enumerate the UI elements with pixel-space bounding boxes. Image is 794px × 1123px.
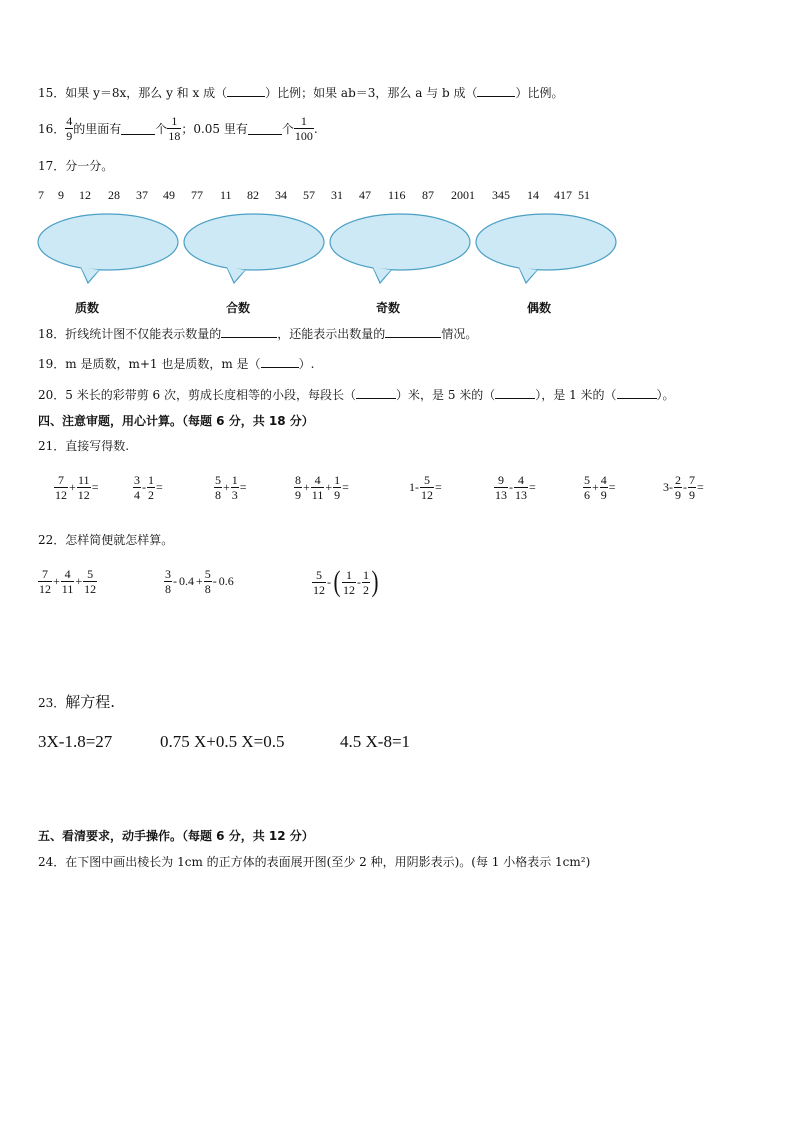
answer-blank[interactable] — [261, 355, 299, 368]
number-item: 116 — [388, 188, 406, 202]
number-item: 82 — [247, 188, 259, 202]
calc-expression: $\frac{3}{4}$ - $\frac{1}{2}$ = — [134, 473, 163, 502]
bubble-odd[interactable] — [330, 214, 470, 283]
label-prime: 质数 — [75, 301, 100, 315]
simplify-expression: $\frac{3}{8}$ - 0.4 + $\frac{5}{8}$ - 0.6 — [165, 567, 234, 596]
fraction: $\frac{1}{100}$ — [294, 114, 313, 143]
calc-expression: $\frac{5}{8}$ + $\frac{1}{3}$ = — [215, 473, 247, 502]
bubble-prime[interactable] — [38, 214, 178, 283]
question-15: 15．如果 y＝8x，那么 y 和 x 成（ ）比例；如果 ab＝3，那么 a 与 b 成（ ）比例。 — [38, 86, 564, 100]
answer-blank[interactable] — [617, 386, 657, 399]
question-23: 23．解方程. — [38, 693, 116, 711]
number-item: 87 — [422, 188, 434, 202]
calc-expression: $\frac{8}{9}$ + $\frac{4}{11}$ + $\frac{1}{9}$ = — [295, 473, 349, 502]
question-17: 17．分一分。 — [38, 159, 114, 173]
number-item: 51 — [578, 188, 590, 202]
label-composite: 合数 — [226, 301, 251, 315]
question-24: 24．在下图中画出棱长为 1cm 的正方体的表面展开图(至少 2 种，用阴影表示)。(每 1 小格表示 1cm²) — [38, 855, 591, 869]
calc-expression: $\frac{9}{13}$ - $\frac{4}{13}$ = — [495, 473, 536, 502]
number-item: 77 — [191, 188, 203, 202]
fraction: $\frac{1}{18}$ — [168, 114, 181, 143]
number-item: 28 — [108, 188, 120, 202]
question-20: 20．5 米长的彩带剪 6 次，剪成长度相等的小段，每段长（ ）米，是 5 米的（ ），是 1 米的（ ）。 — [38, 388, 675, 402]
answer-blank[interactable] — [227, 84, 265, 97]
label-odd: 奇数 — [376, 301, 401, 315]
answer-blank[interactable] — [477, 84, 515, 97]
number-item: 2001 — [451, 188, 475, 202]
section-heading: 五、看清要求，动手操作。（每题 6 分，共 12 分） — [38, 829, 314, 843]
simplify-expression: $\frac{5}{12}$ - ( $\frac{1}{12}$ - $\frac{1}{2}$ ) — [313, 565, 379, 598]
number-item: 417 — [554, 188, 572, 202]
answer-blank[interactable] — [495, 386, 535, 399]
number-item: 49 — [163, 188, 175, 202]
calc-expression: $\frac{5}{6}$ + $\frac{4}{9}$ = — [584, 473, 616, 502]
bubble-composite[interactable] — [184, 214, 324, 283]
question-22: 22．怎样简便就怎样算。 — [38, 533, 174, 547]
number-item: 31 — [331, 188, 343, 202]
simplify-expression: $\frac{7}{12}$ + $\frac{4}{11}$ + $\frac{5}{12}$ — [39, 567, 97, 596]
number-item: 11 — [220, 188, 232, 202]
question-16: 16． $\frac{4}{9}$ 的里面有 个 $\frac{1}{18}$ ；0.05 里有 个 $\frac{1}{100}$ . — [38, 114, 318, 143]
number-item: 345 — [492, 188, 510, 202]
calc-expression: 3- $\frac{2}{9}$ - $\frac{7}{9}$ = — [663, 473, 704, 502]
equation: 0.75 X+0.5 X=0.5 — [160, 732, 285, 751]
equation: 4.5 X-8=1 — [340, 732, 411, 751]
classification-bubbles — [0, 208, 794, 288]
number-item: 14 — [527, 188, 539, 202]
question-18: 18．折线统计图不仅能表示数量的 ，还能表示出数量的 情况。 — [38, 327, 478, 341]
section-heading: 四、注意审题，用心计算。（每题 6 分，共 18 分） — [38, 414, 314, 428]
question-21: 21．直接写得数. — [38, 439, 130, 453]
number-item: 47 — [359, 188, 371, 202]
equation: 3X-1.8=27 — [38, 732, 113, 751]
fraction: $\frac{4}{9}$ — [66, 114, 73, 143]
answer-blank[interactable] — [356, 386, 396, 399]
label-even: 偶数 — [527, 301, 552, 315]
number-item: 37 — [136, 188, 148, 202]
calc-expression: 1- $\frac{5}{12}$ = — [409, 473, 442, 502]
answer-blank[interactable] — [121, 122, 155, 135]
number-item: 7 — [38, 188, 44, 202]
answer-blank[interactable] — [248, 122, 282, 135]
number-item: 57 — [303, 188, 315, 202]
bubble-even[interactable] — [476, 214, 616, 283]
answer-blank[interactable] — [221, 325, 277, 338]
answer-blank[interactable] — [385, 325, 441, 338]
calc-expression: $\frac{7}{12}$ + $\frac{11}{12}$ = — [55, 473, 99, 502]
number-item: 34 — [275, 188, 287, 202]
number-item: 9 — [58, 188, 64, 202]
question-19: 19．m 是质数，m+1 也是质数，m 是（ ）. — [38, 357, 315, 371]
number-item: 12 — [79, 188, 91, 202]
